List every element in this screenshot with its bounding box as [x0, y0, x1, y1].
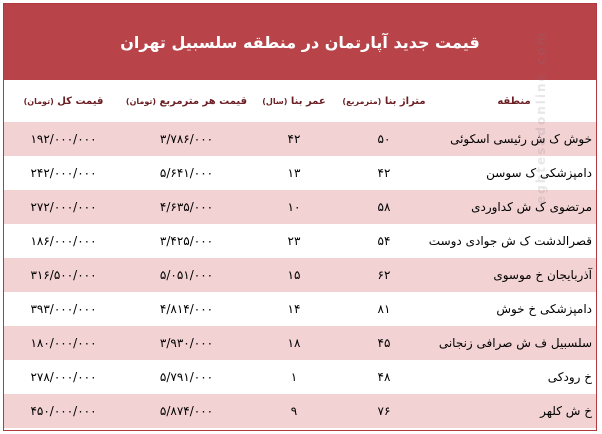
table-row	[4, 156, 597, 190]
table-row	[4, 394, 597, 428]
price-table	[4, 80, 597, 428]
watermark: eghtesadonline.com	[534, 30, 548, 204]
cell-total-price: ۳۱۶/۵۰۰/۰۰۰	[30, 268, 97, 282]
cell-region: دامپزشکی ک سوسن	[486, 166, 592, 180]
cell-area: ۶۲	[377, 268, 391, 282]
cell-age: ۱۳	[287, 166, 301, 180]
cell-age: ۹	[290, 404, 298, 418]
price-table-card	[3, 3, 597, 431]
cell-area: ۷۶	[377, 404, 391, 418]
cell-price-per-meter: ۴/۸۱۴/۰۰۰	[159, 302, 214, 316]
cell-total-price: ۱۹۲/۰۰۰/۰۰۰	[30, 132, 97, 146]
table-row	[4, 122, 597, 156]
cell-age: ۱۸	[287, 336, 301, 350]
cell-total-price: ۱۸۰/۰۰۰/۰۰۰	[30, 336, 97, 350]
cell-price-per-meter: ۴/۶۳۵/۰۰۰	[159, 200, 214, 214]
cell-total-price: ۲۷۲/۰۰۰/۰۰۰	[30, 200, 97, 214]
table-row	[4, 190, 597, 224]
cell-age: ۱۴	[287, 302, 301, 316]
title-bar	[4, 4, 596, 80]
cell-total-price: ۲۴۲/۰۰۰/۰۰۰	[30, 166, 97, 180]
cell-region: دامپزشکی خ خوش	[496, 302, 592, 316]
cell-price-per-meter: ۵/۷۹۱/۰۰۰	[159, 370, 214, 384]
header-total-price: قیمت کل (تومان)	[23, 95, 104, 107]
cell-price-per-meter: ۳/۴۲۵/۰۰۰	[159, 234, 214, 248]
header-area: متراژ بنا (مترمربع)	[342, 95, 426, 107]
header-price-per-meter: قیمت هر مترمربع (تومان)	[125, 95, 248, 107]
cell-area: ۵۸	[377, 200, 391, 214]
table-row	[4, 224, 597, 258]
table-row	[4, 292, 597, 326]
cell-age: ۱	[290, 370, 298, 384]
table-row	[4, 360, 597, 394]
cell-area: ۴۵	[377, 336, 391, 350]
cell-area: ۸۱	[377, 302, 391, 316]
cell-price-per-meter: ۵/۶۴۱/۰۰۰	[159, 166, 214, 180]
cell-age: ۴۲	[287, 132, 301, 146]
cell-region: مرتضوی ک ش کداوردی	[471, 200, 592, 214]
cell-total-price: ۲۷۸/۰۰۰/۰۰۰	[30, 370, 97, 384]
table-header-row	[4, 80, 597, 122]
header-region: منطقه	[497, 95, 531, 107]
cell-age: ۲۳	[287, 234, 301, 248]
cell-region: خ رودکی	[547, 370, 592, 384]
cell-price-per-meter: ۳/۹۳۰/۰۰۰	[159, 336, 214, 350]
cell-region: خوش ک ش رئیسی اسکوئی	[450, 132, 592, 146]
cell-total-price: ۳۹۳/۰۰۰/۰۰۰	[30, 302, 97, 316]
table-row	[4, 258, 597, 292]
cell-region: قصرالدشت ک ش جوادی دوست	[428, 234, 592, 248]
cell-price-per-meter: ۵/۸۷۴/۰۰۰	[159, 404, 214, 418]
cell-area: ۵۰	[377, 132, 391, 146]
cell-region: سلسبیل ف ش صرافی زنجانی	[438, 336, 592, 350]
cell-price-per-meter: ۵/۰۵۱/۰۰۰	[159, 268, 214, 282]
cell-area: ۴۸	[377, 370, 391, 384]
cell-total-price: ۱۸۶/۰۰۰/۰۰۰	[30, 234, 97, 248]
cell-age: ۱۵	[287, 268, 301, 282]
cell-total-price: ۴۵۰/۰۰۰/۰۰۰	[30, 404, 97, 418]
table-row	[4, 326, 597, 360]
page-title: قیمت جدید آپارتمان در منطقه سلسبیل تهران	[120, 32, 480, 52]
cell-age: ۱۰	[287, 200, 301, 214]
cell-region: آذربایجان خ موسوی	[493, 268, 592, 282]
header-age: عمر بنا (سال)	[262, 95, 326, 107]
cell-price-per-meter: ۳/۷۸۶/۰۰۰	[159, 132, 214, 146]
cell-region: خ ش کلهر	[540, 404, 592, 418]
cell-area: ۵۴	[377, 234, 391, 248]
cell-area: ۴۲	[377, 166, 391, 180]
